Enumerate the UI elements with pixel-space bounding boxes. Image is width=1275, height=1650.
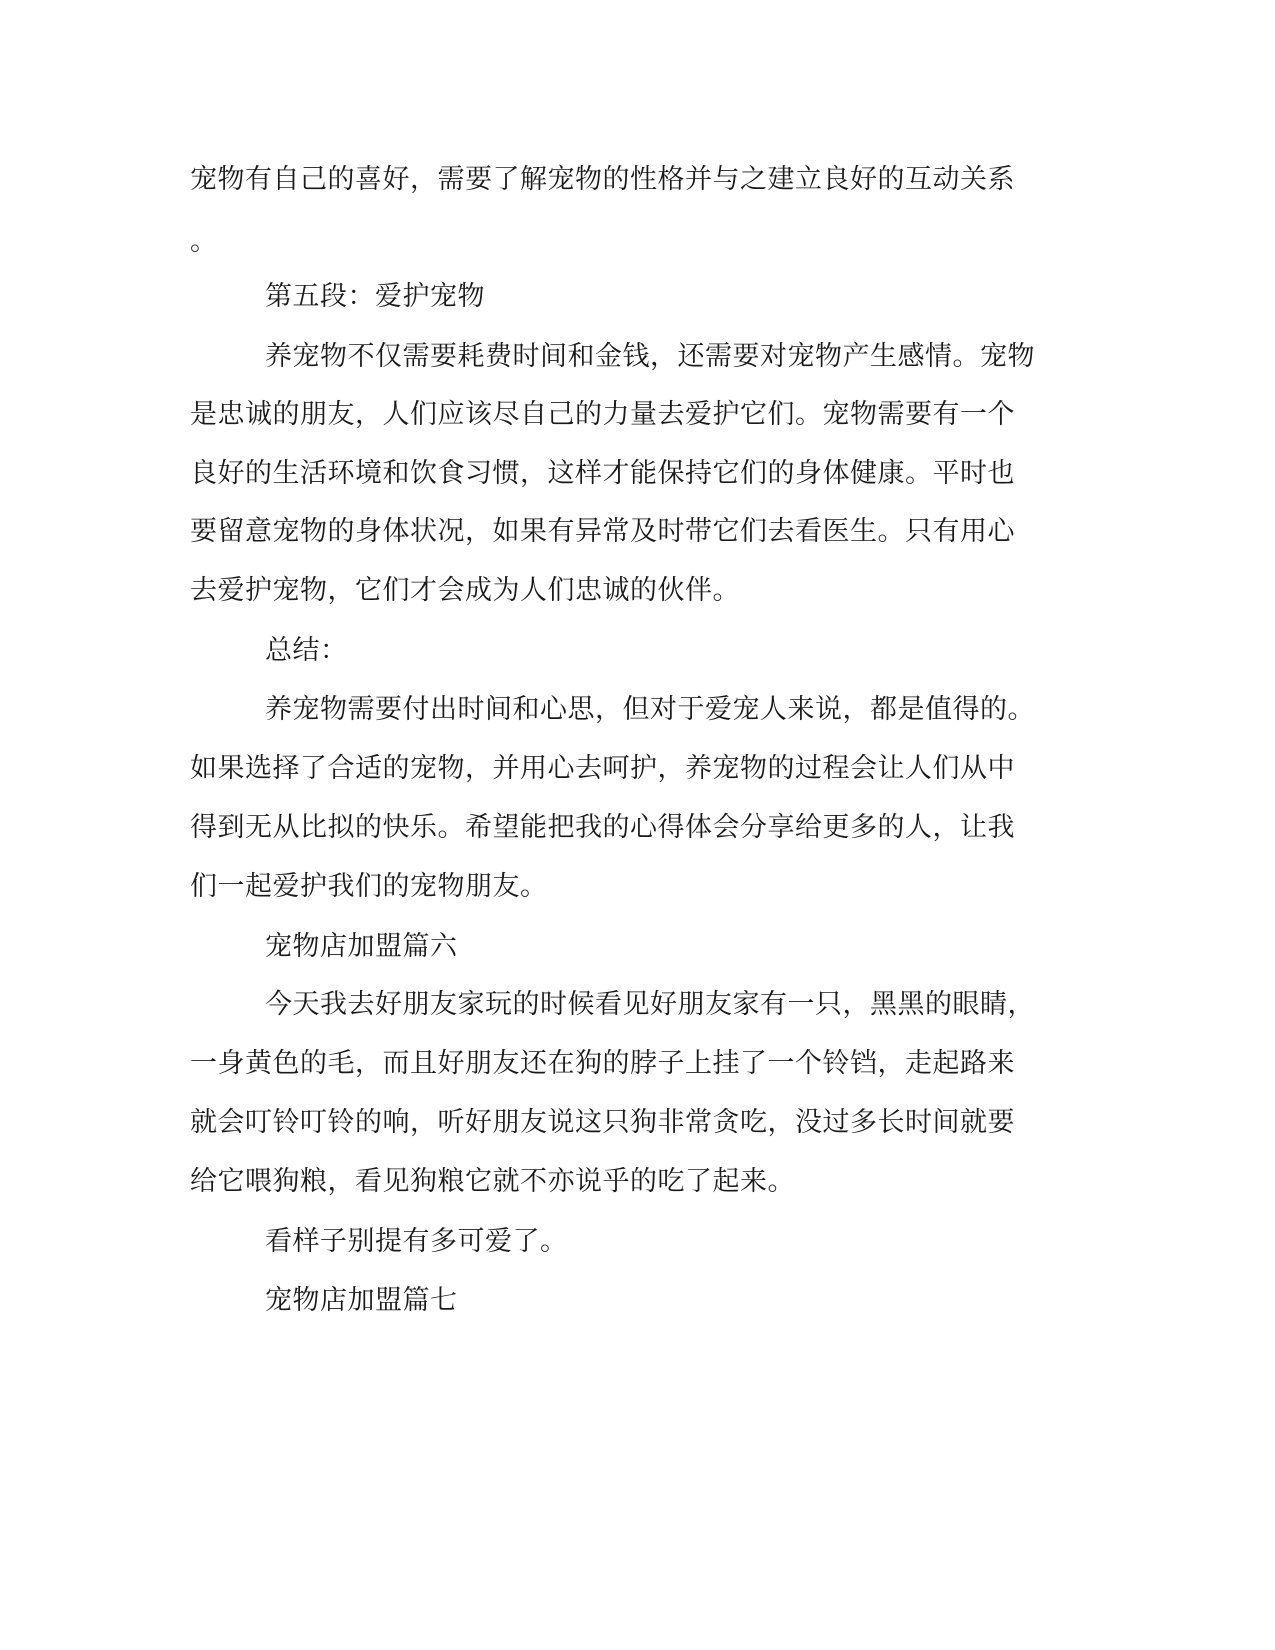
paragraph-line: 宠物有自己的喜好，需要了解宠物的性格并与之建立良好的互动关系 [190,164,1015,195]
section-heading: 第五段：爱护宠物 [265,281,485,312]
section-heading: 宠物店加盟篇七 [265,1285,458,1316]
paragraph-line: 得到无从比拟的快乐。希望能把我的心得体会分享给更多的人，让我 [190,812,1015,843]
paragraph-line: 给它喂狗粮，看见狗粮它就不亦说乎的吃了起来。 [190,1166,795,1197]
paragraph-line: 良好的生活环境和饮食习惯，这样才能保持它们的身体健康。平时也 [190,458,1015,489]
paragraph-line: 去爱护宠物，它们才会成为人们忠诚的伙伴。 [190,575,740,606]
paragraph-line: 看样子别提有多可爱了。 [265,1226,568,1257]
paragraph-line: 。 [190,226,218,257]
paragraph-line: 养宠物需要付出时间和心思，但对于爱宠人来说，都是值得的。 [265,694,1035,725]
paragraph-line: 是忠诚的朋友，人们应该尽自己的力量去爱护它们。宠物需要有一个 [190,399,1015,430]
section-heading: 总结： [265,635,348,666]
paragraph-line: 就会叮铃叮铃的响，听好朋友说这只狗非常贪吃，没过多长时间就要 [190,1107,1015,1138]
section-heading: 宠物店加盟篇六 [265,931,458,962]
paragraph-line: 养宠物不仅需要耗费时间和金钱，还需要对宠物产生感情。宠物 [265,341,1035,372]
paragraph-line: 要留意宠物的身体状况，如果有异常及时带它们去看医生。只有用心 [190,516,1015,547]
paragraph-line: 如果选择了合适的宠物，并用心去呵护，养宠物的过程会让人们从中 [190,753,1015,784]
paragraph-line: 今天我去好朋友家玩的时候看见好朋友家有一只，黑黑的眼睛， [265,989,1035,1020]
paragraph-line: 一身黄色的毛，而且好朋友还在狗的脖子上挂了一个铃铛，走起路来 [190,1048,1015,1079]
paragraph-line: 们一起爱护我们的宠物朋友。 [190,871,548,902]
